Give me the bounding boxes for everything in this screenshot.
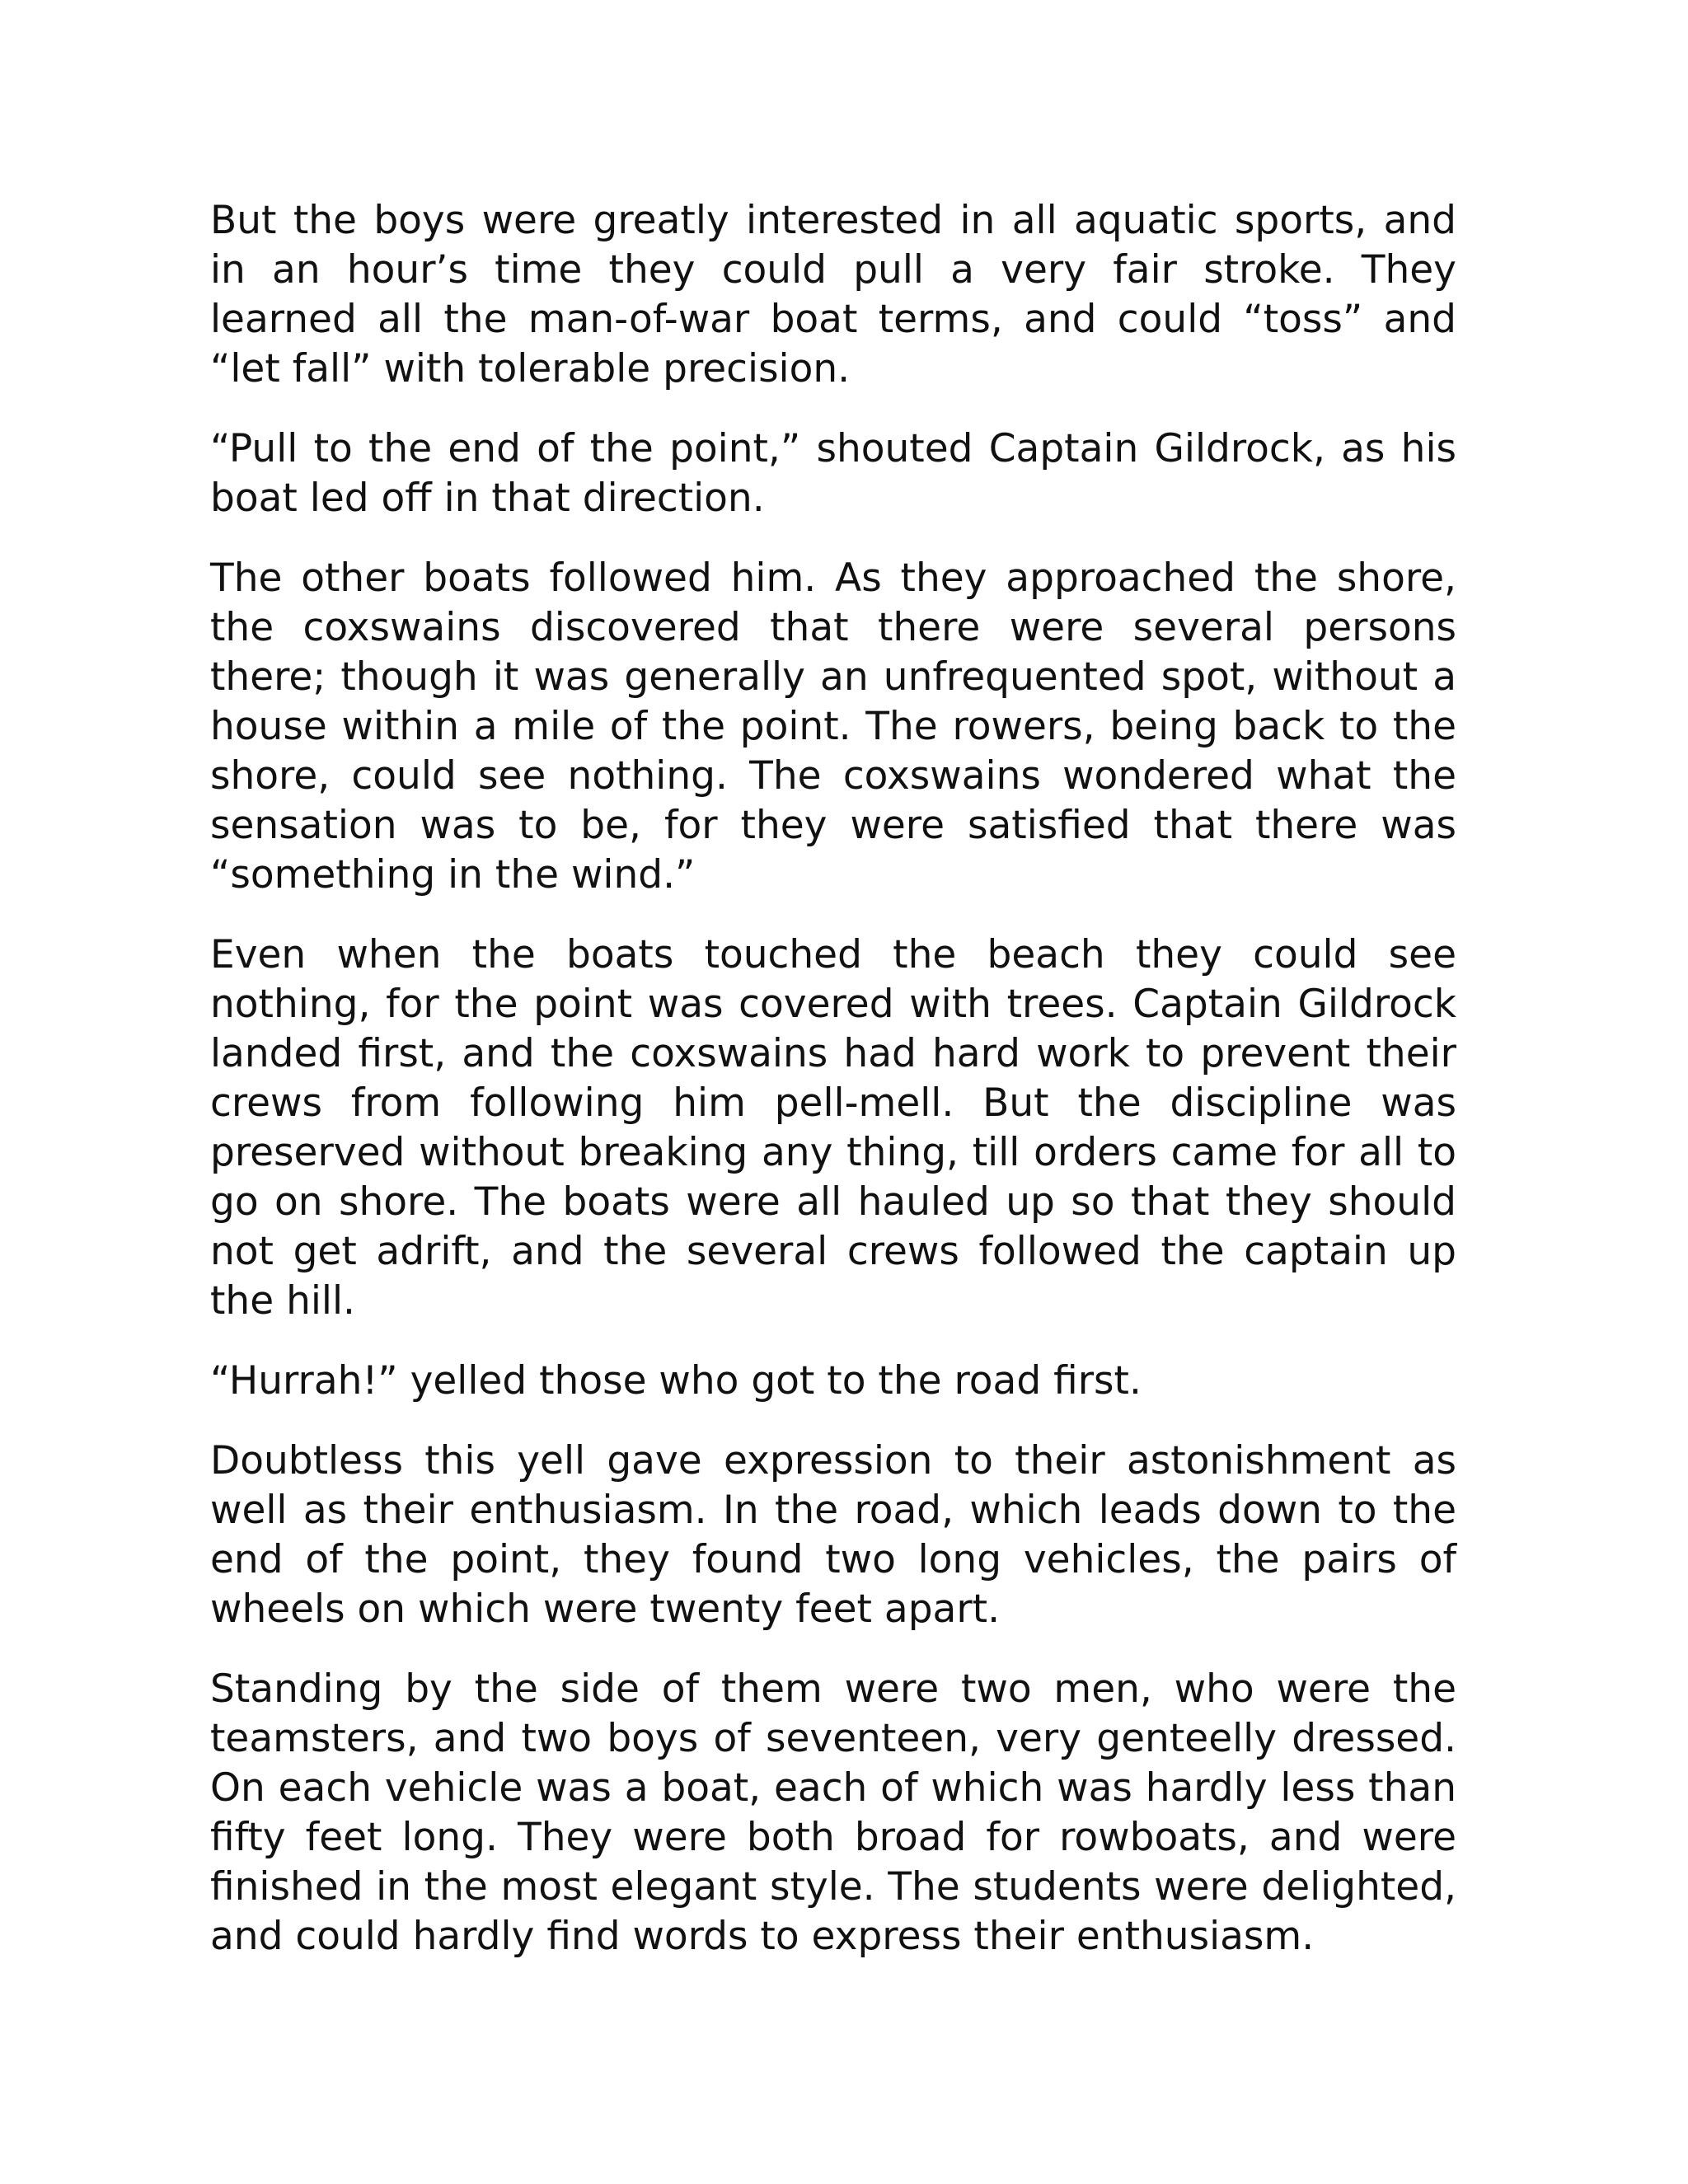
paragraph-5: “Hurrah!” yelled those who got to the road first. [210, 1358, 1142, 1404]
page-body [210, 196, 1456, 1992]
paragraph-1: But the boys were greatly interested in all aquatic sports, and in an hour’s time they could pull a very fair stroke. They learned all the man-of-war boat terms, and could “toss” and “let fall” with tolerable precision. [210, 198, 1456, 391]
paragraph-7: Standing by the side of them were two men, who were the teamsters, and two boys of seventeen, very genteelly dressed. On each vehicle was a boat, each of which was hardly less than fifty feet long. They were both broad for rowboats, and were finished in the most elegant style. The students were delighted, and could hardly find words to express their enthusiasm. [210, 1666, 1456, 1959]
paragraph-6: Doubtless this yell gave expression to their astonishment as well as their enthusiasm. In the road, which leads down to the end of the point, they found two long vehicles, the pairs of wheels on which were twenty feet apart. [210, 1438, 1456, 1632]
paragraph-2: “Pull to the end of the point,” shouted Captain Gildrock, as his boat led off in that direction. [210, 426, 1456, 521]
paragraph-3: The other boats followed him. As they approached the shore, the coxswains discovered that there were several persons there; though it was generally an unfrequented spot, without a house within a mile of the point. The rowers, being back to the shore, could see nothing. The coxswains wondered what the sensation was to be, for they were satisfied that there was “something in the wind.” [210, 555, 1456, 898]
paragraph-4: Even when the boats touched the beach they could see nothing, for the point was covered with trees. Captain Gildrock landed first, and the coxswains had hard work to prevent their crews from following him pell-mell. But the discipline was preserved without breaking any thing, till orders came for all to go on shore. The boats were all hauled up so that they should not get adrift, and the several crews followed the captain up the hill. [210, 932, 1456, 1324]
